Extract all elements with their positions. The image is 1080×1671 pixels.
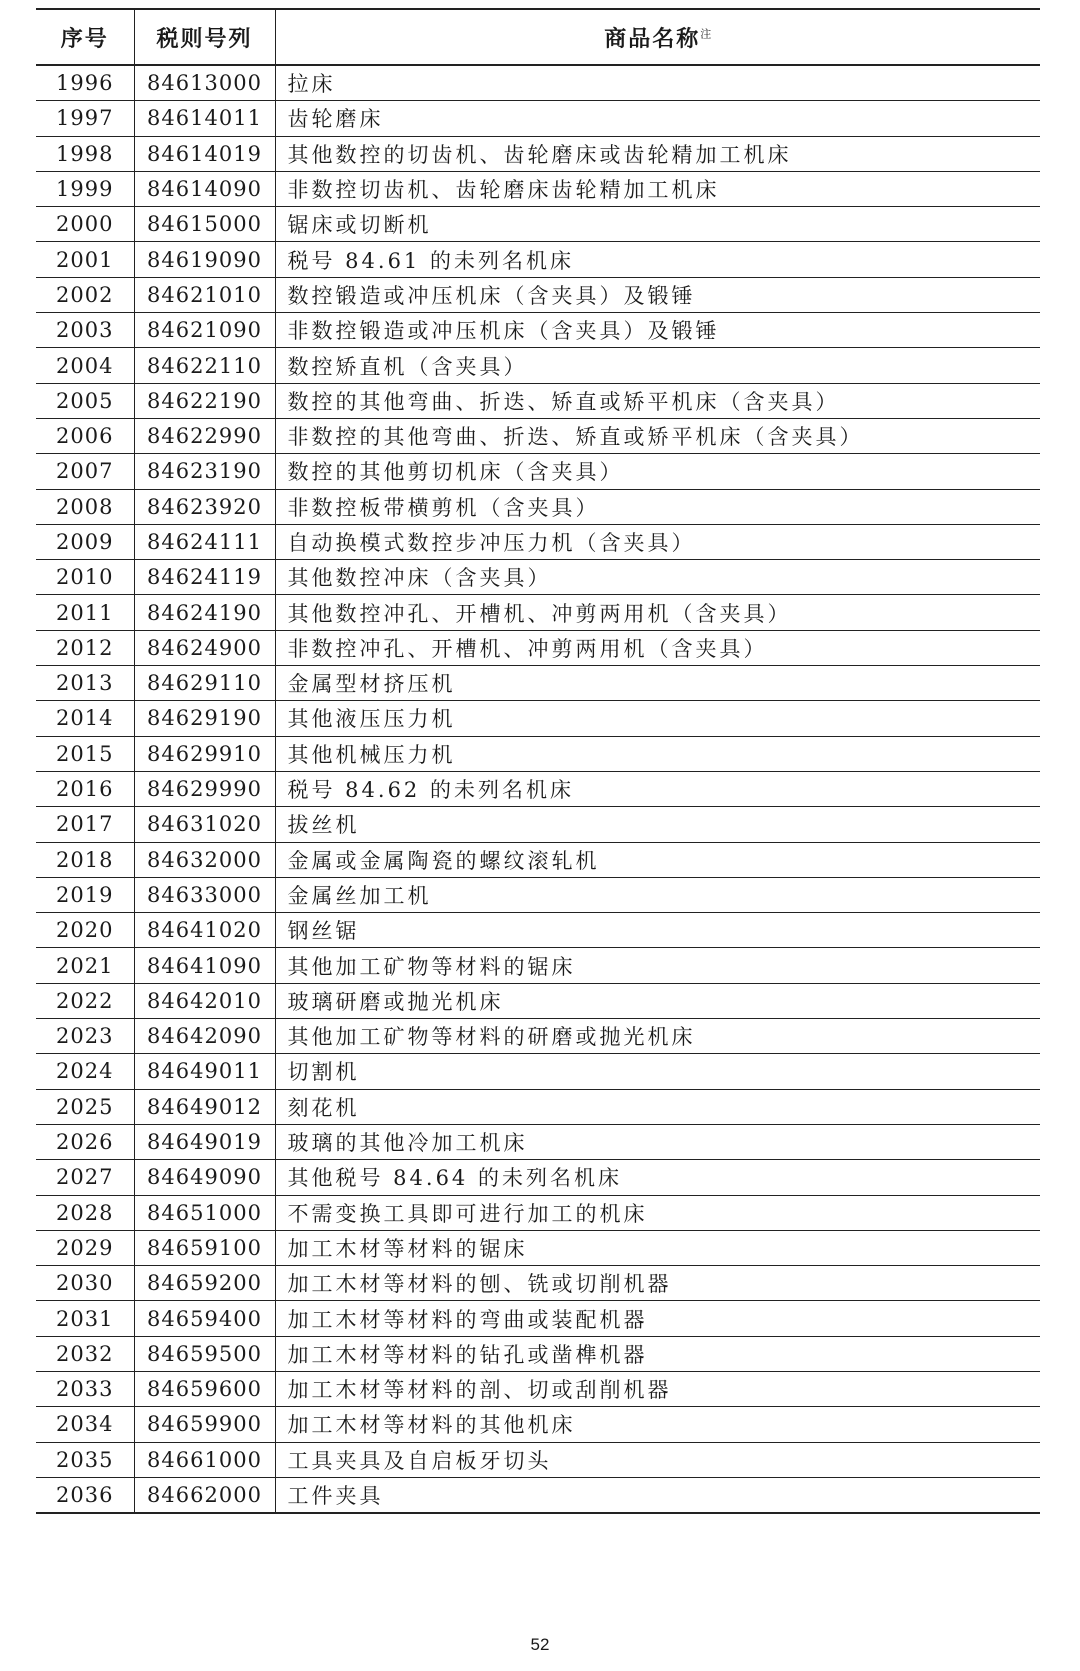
table-row [36,807,1040,842]
row-index-cell: 2035 [36,1442,134,1477]
table-row [36,383,1040,418]
row-product-name-cell: 金属或金属陶瓷的螺纹滚轧机 [275,842,1040,877]
row-index-cell: 2034 [36,1407,134,1442]
row-product-name-cell: 其他加工矿物等材料的锯床 [275,948,1040,983]
row-product-name-cell: 锯床或切断机 [275,207,1040,242]
table-row [36,1371,1040,1406]
row-product-name-cell: 其他数控的切齿机、齿轮磨床或齿轮精加工机床 [275,136,1040,171]
row-index-cell: 2005 [36,383,134,418]
row-tariff-code-cell: 84659400 [134,1301,275,1336]
table-row [36,595,1040,630]
row-product-name-cell: 加工木材等材料的锯床 [275,1230,1040,1265]
page-number: 52 [530,1635,550,1654]
table-row [36,1407,1040,1442]
row-tariff-code-cell: 84629910 [134,736,275,771]
table-row [36,313,1040,348]
row-tariff-code-cell: 84659500 [134,1336,275,1371]
row-product-name-cell: 金属型材挤压机 [275,666,1040,701]
table-row [36,736,1040,771]
table-row [36,666,1040,701]
row-product-name-cell: 其他机械压力机 [275,736,1040,771]
header-row [36,9,1040,65]
row-product-name-cell: 拔丝机 [275,807,1040,842]
row-product-name-cell: 加工木材等材料的剖、切或刮削机器 [275,1371,1040,1406]
table-row [36,701,1040,736]
row-tariff-code-cell: 84641020 [134,913,275,948]
row-product-name-cell: 拉床 [275,65,1040,101]
row-tariff-code-cell: 84624119 [134,560,275,595]
table-row [36,207,1040,242]
row-index-cell: 2002 [36,277,134,312]
row-index-cell: 2011 [36,595,134,630]
row-product-name-cell: 加工木材等材料的弯曲或装配机器 [275,1301,1040,1336]
table-row [36,842,1040,877]
row-product-name-cell: 加工木材等材料的刨、铣或切削机器 [275,1266,1040,1301]
row-tariff-code-cell: 84629110 [134,666,275,701]
row-index-cell: 2029 [36,1230,134,1265]
row-index-cell: 2020 [36,913,134,948]
row-tariff-code-cell: 84614019 [134,136,275,171]
row-tariff-code-cell: 84623920 [134,489,275,524]
row-tariff-code-cell: 84629990 [134,771,275,806]
row-index-cell: 1997 [36,101,134,136]
row-product-name-cell: 金属丝加工机 [275,877,1040,912]
row-product-name-cell: 其他液压压力机 [275,701,1040,736]
row-tariff-code-cell: 84631020 [134,807,275,842]
row-index-cell: 2013 [36,666,134,701]
row-tariff-code-cell: 84641090 [134,948,275,983]
row-tariff-code-cell: 84633000 [134,877,275,912]
row-product-name-cell: 其他数控冲孔、开槽机、冲剪两用机（含夹具） [275,595,1040,630]
row-tariff-code-cell: 84622190 [134,383,275,418]
row-tariff-code-cell: 84614090 [134,171,275,206]
row-tariff-code-cell: 84661000 [134,1442,275,1477]
row-tariff-code-cell: 84649019 [134,1124,275,1159]
row-index-cell: 2007 [36,454,134,489]
table-row [36,948,1040,983]
row-index-cell: 2033 [36,1371,134,1406]
row-product-name-cell: 工具夹具及自启板牙切头 [275,1442,1040,1477]
table-row [36,348,1040,383]
table-row [36,1477,1040,1513]
row-tariff-code-cell: 84659100 [134,1230,275,1265]
table-row [36,1124,1040,1159]
row-tariff-code-cell: 84632000 [134,842,275,877]
row-index-cell: 2010 [36,560,134,595]
row-index-cell: 2028 [36,1195,134,1230]
row-index-cell: 2031 [36,1301,134,1336]
table-row [36,1301,1040,1336]
table-row [36,1442,1040,1477]
row-index-cell: 2036 [36,1477,134,1513]
table-row [36,1195,1040,1230]
table-row [36,1089,1040,1124]
row-index-cell: 2000 [36,207,134,242]
table-header [36,9,1040,65]
table-row [36,524,1040,559]
row-tariff-code-cell: 84629190 [134,701,275,736]
table-row [36,630,1040,665]
row-index-cell: 2030 [36,1266,134,1301]
row-tariff-code-cell: 84624190 [134,595,275,630]
row-index-cell: 2015 [36,736,134,771]
row-tariff-code-cell: 84642090 [134,1019,275,1054]
row-tariff-code-cell: 84623190 [134,454,275,489]
header-index: 序号 [36,9,134,65]
table-row [36,1160,1040,1195]
row-tariff-code-cell: 84649011 [134,1054,275,1089]
row-index-cell: 2023 [36,1019,134,1054]
table-row [36,1054,1040,1089]
row-product-name-cell: 非数控的其他弯曲、折迭、矫直或矫平机床（含夹具） [275,418,1040,453]
row-tariff-code-cell: 84615000 [134,207,275,242]
header-product-name [275,9,1040,65]
row-index-cell: 1998 [36,136,134,171]
row-product-name-cell: 其他数控冲床（含夹具） [275,560,1040,595]
table-row [36,1230,1040,1265]
row-product-name-cell: 玻璃的其他冷加工机床 [275,1124,1040,1159]
row-tariff-code-cell: 84614011 [134,101,275,136]
row-product-name-cell: 齿轮磨床 [275,101,1040,136]
row-product-name-cell: 其他税号 84.64 的未列名机床 [275,1160,1040,1195]
header-tariff-code: 税则号列 [134,9,275,65]
row-tariff-code-cell: 84621090 [134,313,275,348]
row-index-cell: 2006 [36,418,134,453]
row-product-name-cell: 非数控锻造或冲压机床（含夹具）及锻锤 [275,313,1040,348]
table-row [36,101,1040,136]
row-index-cell: 2017 [36,807,134,842]
row-tariff-code-cell: 84621010 [134,277,275,312]
row-index-cell: 1999 [36,171,134,206]
row-tariff-code-cell: 84619090 [134,242,275,277]
table-row [36,1336,1040,1371]
row-index-cell: 2001 [36,242,134,277]
row-index-cell: 2024 [36,1054,134,1089]
row-tariff-code-cell: 84613000 [134,65,275,101]
row-product-name-cell: 数控锻造或冲压机床（含夹具）及锻锤 [275,277,1040,312]
row-index-cell: 2022 [36,983,134,1018]
header-product-name-label: 商品名称 [604,26,701,52]
row-index-cell: 2018 [36,842,134,877]
row-tariff-code-cell: 84649012 [134,1089,275,1124]
row-index-cell: 2025 [36,1089,134,1124]
table-row [36,454,1040,489]
row-product-name-cell: 数控的其他弯曲、折迭、矫直或矫平机床（含夹具） [275,383,1040,418]
row-index-cell: 2012 [36,630,134,665]
table-row [36,171,1040,206]
row-index-cell: 2026 [36,1124,134,1159]
row-tariff-code-cell: 84624111 [134,524,275,559]
row-tariff-code-cell: 84659600 [134,1371,275,1406]
row-index-cell: 2004 [36,348,134,383]
table-row [36,65,1040,101]
table-row [36,771,1040,806]
row-product-name-cell: 非数控板带横剪机（含夹具） [275,489,1040,524]
table-row [36,1266,1040,1301]
row-index-cell: 2009 [36,524,134,559]
table-row [36,913,1040,948]
row-index-cell: 2016 [36,771,134,806]
row-product-name-cell: 刻花机 [275,1089,1040,1124]
table-row [36,489,1040,524]
row-index-cell: 2003 [36,313,134,348]
row-tariff-code-cell: 84662000 [134,1477,275,1513]
header-note-mark: 注 [700,27,712,41]
table-row [36,136,1040,171]
row-product-name-cell: 玻璃研磨或抛光机床 [275,983,1040,1018]
tariff-table [36,8,1040,1514]
row-index-cell: 2019 [36,877,134,912]
row-product-name-cell: 数控的其他剪切机床（含夹具） [275,454,1040,489]
table-row [36,242,1040,277]
row-product-name-cell: 不需变换工具即可进行加工的机床 [275,1195,1040,1230]
row-product-name-cell: 数控矫直机（含夹具） [275,348,1040,383]
row-index-cell: 1996 [36,65,134,101]
table-row [36,983,1040,1018]
row-product-name-cell: 其他加工矿物等材料的研磨或抛光机床 [275,1019,1040,1054]
row-tariff-code-cell: 84642010 [134,983,275,1018]
row-index-cell: 2032 [36,1336,134,1371]
row-tariff-code-cell: 84649090 [134,1160,275,1195]
table-row [36,1019,1040,1054]
row-tariff-code-cell: 84622990 [134,418,275,453]
row-tariff-code-cell: 84651000 [134,1195,275,1230]
row-product-name-cell: 加工木材等材料的钻孔或凿榫机器 [275,1336,1040,1371]
row-product-name-cell: 非数控冲孔、开槽机、冲剪两用机（含夹具） [275,630,1040,665]
row-tariff-code-cell: 84622110 [134,348,275,383]
row-index-cell: 2027 [36,1160,134,1195]
table-row [36,877,1040,912]
row-index-cell: 2008 [36,489,134,524]
row-product-name-cell: 非数控切齿机、齿轮磨床齿轮精加工机床 [275,171,1040,206]
row-tariff-code-cell: 84624900 [134,630,275,665]
row-product-name-cell: 钢丝锯 [275,913,1040,948]
row-product-name-cell: 税号 84.62 的未列名机床 [275,771,1040,806]
row-product-name-cell: 自动换模式数控步冲压力机（含夹具） [275,524,1040,559]
row-index-cell: 2014 [36,701,134,736]
table-row [36,418,1040,453]
table-body [36,65,1040,1513]
row-product-name-cell: 加工木材等材料的其他机床 [275,1407,1040,1442]
row-index-cell: 2021 [36,948,134,983]
table-row [36,277,1040,312]
row-product-name-cell: 工件夹具 [275,1477,1040,1513]
row-product-name-cell: 税号 84.61 的未列名机床 [275,242,1040,277]
row-product-name-cell: 切割机 [275,1054,1040,1089]
row-tariff-code-cell: 84659900 [134,1407,275,1442]
table-row [36,560,1040,595]
row-tariff-code-cell: 84659200 [134,1266,275,1301]
